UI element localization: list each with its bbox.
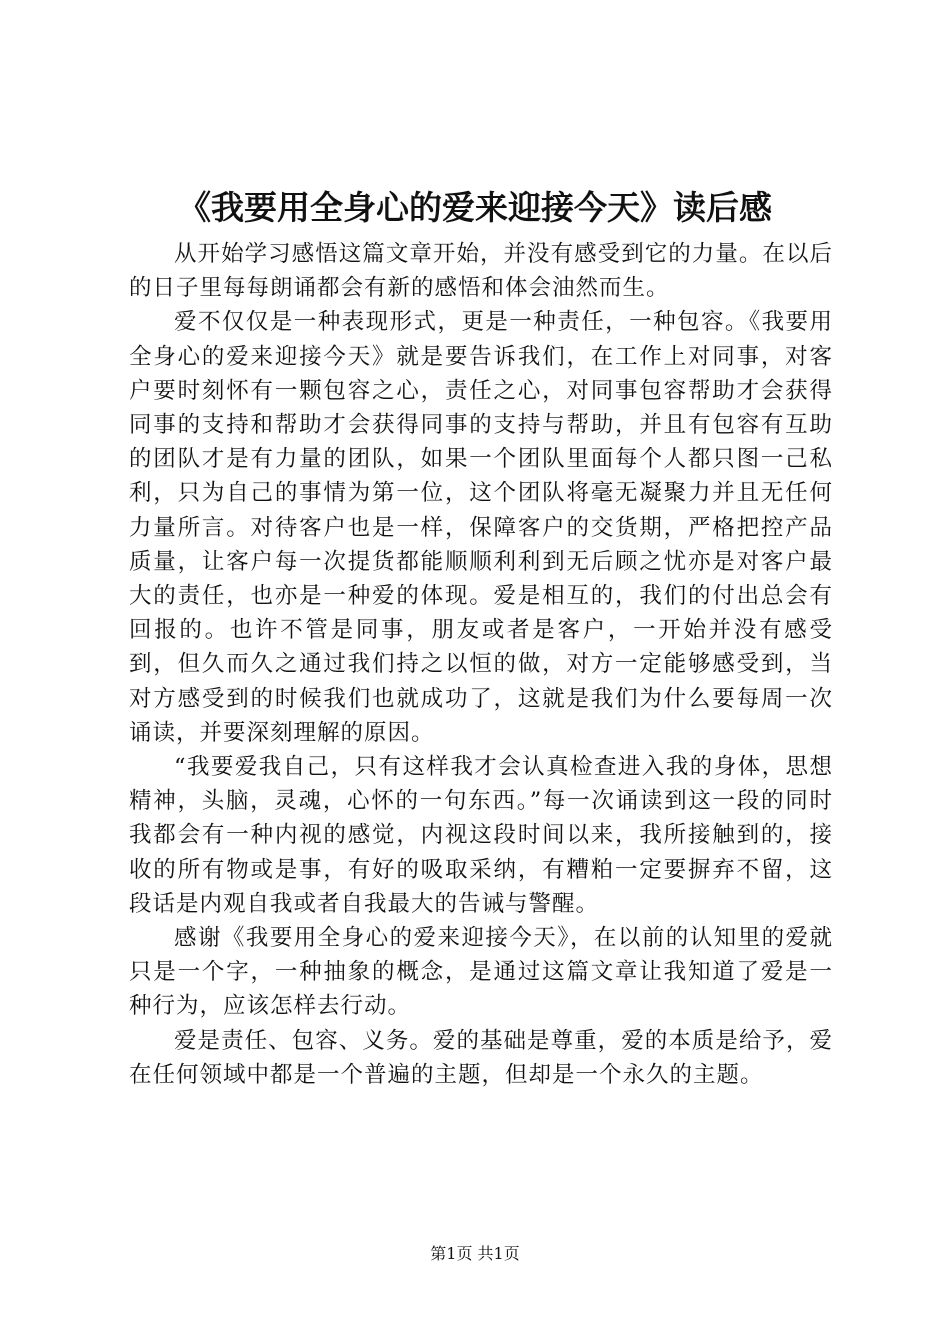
page-footer: 第1页 共1页: [430, 1244, 520, 1263]
paragraph: 感谢《我要用全身心的爱来迎接今天》，在以前的认知里的爱就只是一个字，一种抽象的概念，是通过这篇文章让我知道了爱是一种行为，应该怎样去行动。: [129, 925, 833, 1020]
document-body: [129, 237, 833, 1092]
paragraph: 爱是责任、包容、义务。爱的基础是尊重，爱的本质是给予，爱在任何领域中都是一个普遍的主题，但却是一个永久的主题。: [129, 1027, 833, 1088]
paragraph: “我要爱我自己，只有这样我才会认真检查进入我的身体，思想精神，头脑，灵魂，心怀的一句东西。”每一次诵读到这一段的同时我都会有一种内视的感觉，内视这段时间以来，我所接触到的，接收的所有物或是事，有好的吸取采纳，有糟粕一定要摒弃不留，这段话是内观自我或者自我最大的告诫与警醒。: [129, 754, 833, 917]
paragraph: 从开始学习感悟这篇文章开始，并没有感受到它的力量。在以后的日子里每每朗诵都会有新的感悟和体会油然而生。: [129, 241, 833, 302]
paragraph: 爱不仅仅是一种表现形式，更是一种责任，一种包容。《我要用全身心的爱来迎接今天》就是要告诉我们，在工作上对同事，对客户要时刻怀有一颗包容之心，责任之心，对同事包容帮助才会获得同事的支持和帮助才会获得同事的支持与帮助，并且有包容有互助的团队才是有力量的团队，如果一个团队里面每个人都只图一己私利，只为自己的事情为第一位，这个团队将毫无凝聚力并且无任何力量所言。对待客户也是一样，保障客户的交货期，严格把控产品质量，让客户每一次提货都能顺顺利利到无后顾之忧亦是对客户最大的责任，也亦是一种爱的体现。爱是相互的，我们的付出总会有回报的。也许不管是同事，朋友或者是客户，一开始并没有感受到，但久而久之通过我们持之以恒的做，对方一定能够感受到，当对方感受到的时候我们也就成功了，这就是我们为什么要每周一次诵读，并要深刻理解的原因。: [129, 309, 833, 746]
document-title: 《我要用全身心的爱来迎接今天》读后感: [178, 188, 772, 227]
